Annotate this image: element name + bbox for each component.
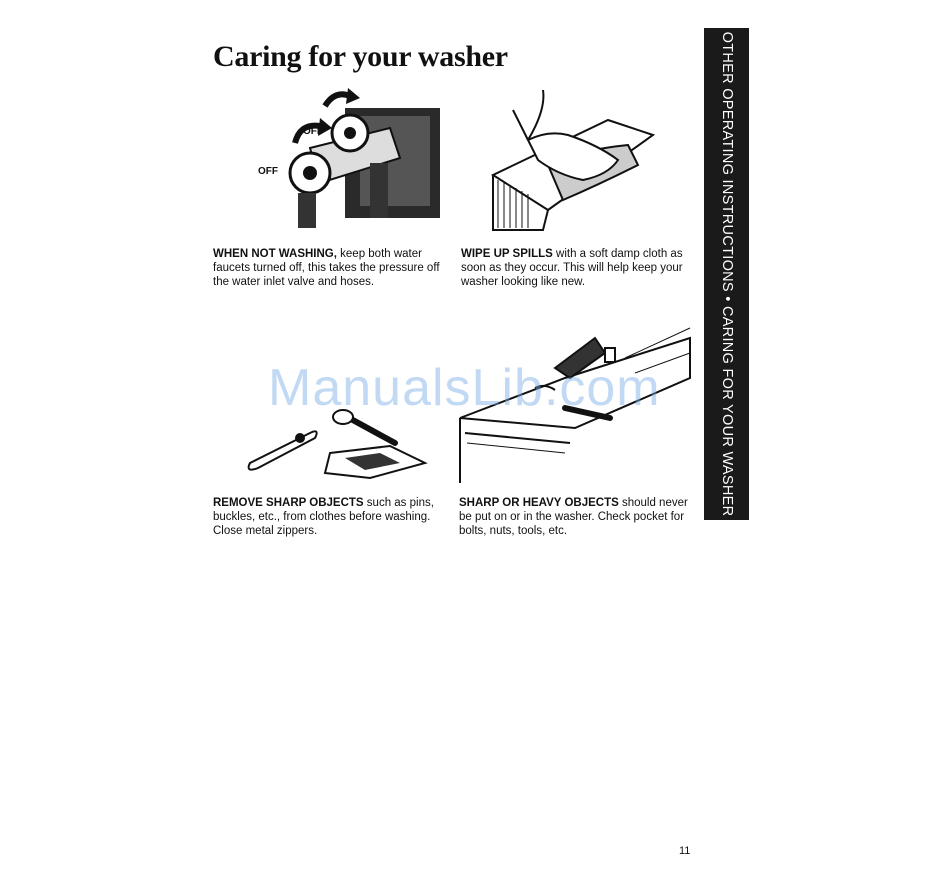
- page-title: Caring for your washer: [213, 40, 508, 73]
- page-number: 11: [679, 845, 691, 857]
- tip-heavy-objects: [459, 496, 695, 538]
- tip-spills: [461, 247, 697, 289]
- tip-body: should never be put on or in the washer. Check pocket for bolts, nuts, tools, etc.: [459, 497, 688, 537]
- sharp-objects-illustration: [240, 408, 430, 483]
- tip-heading: WIPE UP SPILLS: [461, 248, 553, 260]
- tip-heading: SHARP OR HEAVY OBJECTS: [459, 497, 619, 509]
- watermark: ManualsLib.com: [268, 359, 661, 417]
- section-side-tab: [704, 28, 749, 520]
- tip-heading: WHEN NOT WASHING,: [213, 248, 337, 260]
- tip-remove-sharp: [213, 496, 449, 538]
- tip-body: keep both water faucets turned off, this takes the pressure off the water inlet valve and hoses.: [213, 248, 440, 288]
- side-tab-label: OTHER OPERATING INSTRUCTIONS • CARING FOR YOUR WASHER: [718, 31, 735, 517]
- tip-heading: REMOVE SHARP OBJECTS: [213, 497, 364, 509]
- faucet-off-label-upper: OFF: [303, 126, 323, 137]
- tip-faucets: [213, 247, 445, 289]
- tip-body: with a soft damp cloth as soon as they occur. This will help keep your washer looking like new.: [461, 248, 683, 288]
- faucets-illustration: [250, 88, 450, 233]
- wipe-spills-illustration: [488, 90, 658, 235]
- faucet-off-label-lower: OFF: [258, 166, 278, 177]
- tip-body: such as pins, buckles, etc., from clothes before washing. Close metal zippers.: [213, 497, 434, 537]
